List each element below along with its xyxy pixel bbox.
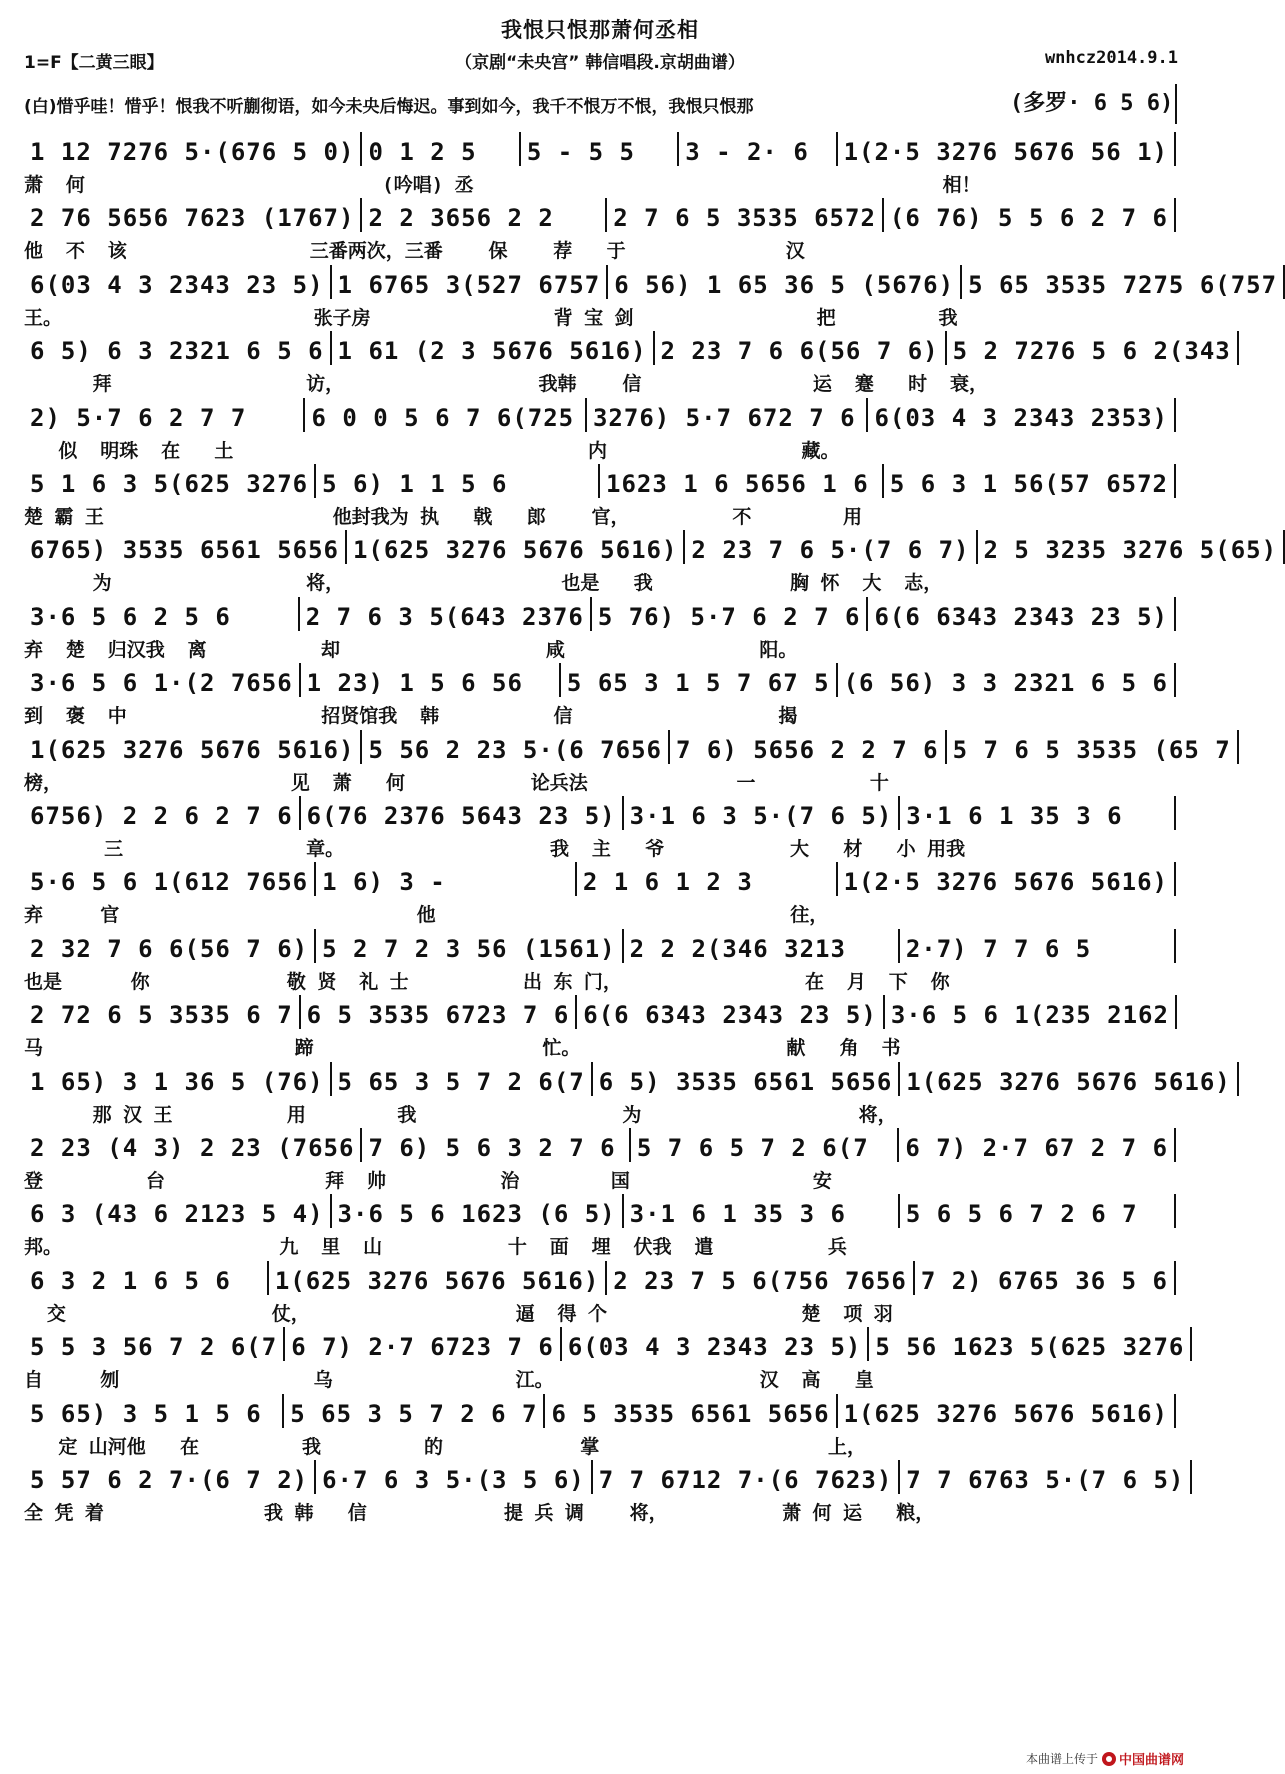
measure: 6 7) 2·7 67 2 7 6: [899, 1128, 1176, 1162]
measure: 5 7 6 5 3535 (65 7: [947, 730, 1239, 764]
measure: 5·6 5 6 1(612 7656: [24, 862, 316, 896]
measure: 5 6) 1 1 5 6: [316, 464, 600, 498]
lyrics-line: 也是 你 敬 贤 礼 士 出 东 门， 在 月 下 你: [24, 970, 950, 993]
measure: 6 56) 1 65 36 5 (5676): [608, 265, 962, 299]
measure: 7 6) 5 6 3 2 7 6: [362, 1128, 630, 1162]
score-system: [24, 398, 1176, 470]
measure: 5 6 3 1 56(57 6572: [884, 464, 1176, 498]
score-system: [24, 1194, 1176, 1266]
measure: 2 5 3235 3276 5(65): [978, 530, 1285, 564]
lyrics-line: 自 刎 乌 江。 汉 高 皇: [24, 1369, 874, 1392]
measure: 1(2·5 3276 5676 56 1): [838, 132, 1176, 166]
notation-line: [24, 597, 1176, 631]
score-system: [24, 530, 1278, 602]
measure: 3·6 5 6 1(235 2162: [885, 995, 1177, 1029]
measure: 6765) 3535 6561 5656: [24, 530, 347, 564]
lyrics-line: 登 台 拜 帅 治 国 安: [24, 1170, 832, 1192]
score-system: [24, 1128, 1176, 1200]
measure: 2 1 6 1 2 3: [577, 862, 838, 896]
measure: 1 65) 3 1 36 5 (76): [24, 1062, 332, 1096]
notation-line: [24, 796, 1176, 830]
measure: 3·6 5 6 1623 (6 5): [332, 1194, 624, 1228]
score-system: [24, 265, 1278, 337]
measure: 7 2) 6765 36 5 6: [915, 1261, 1176, 1295]
measure: (6 56) 3 3 2321 6 5 6: [838, 663, 1176, 697]
notation-line: [24, 331, 1231, 366]
measure: 7 6) 5656 2 2 7 6: [670, 730, 947, 764]
measure: 5 6 5 6 7 2 6 7: [900, 1194, 1176, 1228]
score-system: [24, 1062, 1231, 1134]
measure: 1(625 3276 5676 5616): [24, 730, 362, 764]
lyrics-line: 弃 官 他 往，: [24, 904, 829, 927]
measure: 5 76) 5·7 6 2 7 6: [592, 597, 869, 631]
measure: 2 76 5656 7623 (1767): [24, 198, 362, 232]
score-system: [24, 1460, 1185, 1532]
measure: 5 2 7276 5 6 2(343: [947, 331, 1239, 365]
measure: 6(03 4 3 2343 23 5): [24, 265, 332, 299]
measure: 2 23 7 6 5·(7 6 7): [685, 530, 977, 564]
measure: 2 23 (4 3) 2 23 (7656: [24, 1128, 362, 1162]
lyrics-line: 拜 访， 我韩 信 运 蹇 时 衰，: [24, 373, 988, 396]
measure: 5 2 7 2 3 56 (1561): [316, 929, 624, 963]
measure: 2) 5·7 6 2 7 7: [24, 398, 305, 432]
measure: 1(625 3276 5676 5616): [900, 1062, 1238, 1096]
measure: 6(76 2376 5643 23 5): [301, 796, 624, 830]
site-logo-icon: [1102, 1752, 1116, 1766]
score-system: [24, 995, 1176, 1067]
measure: 1 23) 1 5 6 56: [301, 663, 561, 697]
measure: 3·1 6 1 35 3 6: [900, 796, 1176, 830]
lyrics-line: 那 汉 王 用 我 为 将，: [24, 1103, 897, 1126]
score-system: [24, 730, 1231, 802]
lyrics-line: 他 不 该 三番两次，三番 保 荐 于 汉: [24, 240, 805, 263]
measure: 6 3 (43 6 2123 5 4): [24, 1194, 332, 1228]
intro-bar-line: [1175, 84, 1177, 124]
measure: 1 61 (2 3 5676 5616): [332, 331, 655, 365]
source-tag: wnhcz2014.9.1: [1044, 48, 1178, 68]
measure: 6 5) 3535 6561 5656: [593, 1062, 901, 1096]
measure: (6 76) 5 5 6 2 7 6: [884, 198, 1176, 232]
score-system: [24, 1394, 1176, 1466]
measure: 3·6 5 6 2 5 6: [24, 597, 300, 631]
measure: 7 7 6712 7·(6 7623): [593, 1460, 901, 1494]
lyrics-line: 榜， 见 萧 何 论兵法 一 十: [24, 771, 889, 794]
measure: 1(625 3276 5676 5616): [269, 1261, 607, 1295]
score-system: [24, 597, 1176, 669]
measure: 2 32 7 6 6(56 7 6): [24, 929, 316, 963]
measure: 6 3 2 1 6 5 6: [24, 1261, 269, 1295]
measure: 1(625 3276 5676 5616): [838, 1394, 1176, 1428]
measure: 6(6 6343 2343 23 5): [577, 995, 885, 1029]
measure: 6 7) 2·7 6723 7 6: [285, 1327, 562, 1361]
notation-line: [24, 1460, 1185, 1494]
lyrics-line: 交 仗， 逼 得 个 楚 项 羽: [24, 1302, 893, 1325]
lyrics-line: 似 明珠 在 土 内 藏。: [24, 439, 840, 462]
notation-line: [24, 398, 1176, 432]
lyrics-line: 全 凭 着 我 韩 信 提 兵 调 将， 萧 何 运 粮，: [24, 1502, 935, 1524]
notation-line: [24, 929, 1176, 963]
measure: 5 65 3 1 5 7 67 5: [561, 663, 838, 697]
measure: 2 7 6 5 3535 6572: [607, 198, 884, 232]
notation-line: [24, 530, 1278, 565]
measure: 5 65 3 5 7 2 6(7: [332, 1062, 593, 1096]
measure: 6756) 2 2 6 2 7 6: [24, 796, 301, 830]
measure: 5 56 1623 5(625 3276: [869, 1327, 1192, 1361]
score-system: [24, 663, 1176, 735]
lyrics-line: 定 山河他 在 我 的 掌 上，: [24, 1435, 867, 1458]
measure: 6(03 4 3 2343 23 5): [562, 1327, 870, 1361]
score-system: [24, 464, 1176, 536]
notation-line: [24, 265, 1278, 299]
measure: 5 7 6 5 7 2 6(7: [631, 1128, 899, 1162]
intro-spoken-line: (白)惜乎哇！惜乎！恨我不听蒯彻语，如今未央后悔迟。事到如今，我千不恨万不恨，我恨只恨那: [24, 97, 754, 117]
upload-text: 本曲谱上传于: [1025, 1752, 1098, 1766]
measure: 3·1 6 1 35 3 6: [624, 1194, 900, 1228]
measure: 2 2 3656 2 2: [362, 198, 607, 232]
measure: 6 5) 6 3 2321 6 5 6: [24, 331, 332, 365]
lyrics-line: 为 将， 也是 我 胸 怀 大 志，: [24, 572, 943, 595]
notation-line: [24, 132, 1176, 166]
measure: 6 5 3535 6723 7 6: [301, 995, 578, 1029]
lyrics-line: 三 章。 我 主 爷 大 材 小 用我: [24, 838, 966, 860]
measure: 2 72 6 5 3535 6 7: [24, 995, 301, 1029]
measure: 6·7 6 3 5·(3 5 6): [316, 1460, 593, 1494]
measure: 0 1 2 5: [362, 132, 520, 166]
measure: 3276) 5·7 672 7 6: [587, 398, 868, 432]
score-system: [24, 198, 1176, 270]
lyrics-line: 萧 何 (吟唱) 丞 相！: [24, 174, 981, 196]
score-system: [24, 132, 1176, 204]
measure: 1 6765 3(527 6757: [332, 265, 609, 299]
score-system: [24, 862, 1176, 934]
measure: 5 56 2 23 5·(6 7656: [362, 730, 670, 764]
notation-line: [24, 663, 1176, 697]
score-system: [24, 1261, 1176, 1333]
measure: 6(6 6343 2343 23 5): [868, 597, 1176, 631]
notation-line: [24, 1128, 1176, 1162]
measure: 2 23 7 6 6(56 7 6): [655, 331, 947, 365]
measure: 2 2 2(346 3213: [624, 929, 900, 963]
measure: 6 5 3535 6561 5656: [545, 1394, 837, 1428]
notation-line: [24, 730, 1231, 764]
measure: 3·1 6 3 5·(7 6 5): [624, 796, 901, 830]
measure: 2 7 6 3 5(643 2376: [300, 597, 592, 631]
site-logo[interactable]: [1102, 1749, 1184, 1768]
lyrics-line: 邦。 九 里 山 十 面 埋 伏我 遣 兵: [24, 1236, 847, 1259]
score-system: [24, 331, 1231, 403]
measure: 3·6 5 6 1·(2 7656: [24, 663, 301, 697]
measure: 7 7 6763 5·(7 6 5): [900, 1460, 1192, 1494]
lyrics-line: 弃 楚 归汉我 离 却 咸 阳。: [24, 638, 798, 661]
notation-line: [24, 1394, 1176, 1428]
site-name: 中国曲谱网: [1118, 1753, 1184, 1768]
intro-notes: (多罗· 6 5 6): [1010, 91, 1174, 116]
measure: 1(625 3276 5676 5616): [347, 530, 685, 564]
notation-line: [24, 198, 1176, 232]
measure: 5 - 5 5: [521, 132, 679, 166]
measure: 6(03 4 3 2343 2353): [868, 398, 1176, 432]
notation-line: [24, 1194, 1176, 1228]
page-title: 我恨只恨那萧何丞相: [501, 18, 699, 42]
measure: 5 65 3535 7275 6(757: [962, 265, 1285, 299]
measure: 1623 1 6 5656 1 6: [600, 464, 884, 498]
subtitle: （京剧“未央宫” 韩信唱段.京胡曲谱）: [455, 53, 745, 73]
notation-line: [24, 1261, 1176, 1295]
notation-line: [24, 862, 1176, 896]
score-system: [24, 796, 1176, 868]
measure: 1(2·5 3276 5676 5616): [838, 862, 1176, 896]
key-meter: 1=F【二黄三眼】: [24, 53, 164, 73]
measure: 1 6) 3 -: [316, 862, 577, 896]
measure: 3 - 2· 6: [679, 132, 837, 166]
lyrics-line: 王。 张子房 背 宝 剑 把 我: [24, 306, 958, 329]
notation-line: [24, 1062, 1231, 1096]
score-system: [24, 929, 1176, 1001]
notation-line: [24, 995, 1176, 1029]
measure: 2·7) 7 7 6 5: [900, 929, 1176, 963]
notation-line: [24, 464, 1176, 498]
measure: 5 65 3 5 7 2 6 7: [284, 1394, 545, 1428]
score-system: [24, 1327, 1185, 1399]
measure: 2 23 7 5 6(756 7656: [607, 1261, 915, 1295]
measure: 5 1 6 3 5(625 3276: [24, 464, 316, 498]
measure: 5 57 6 2 7·(6 7 2): [24, 1460, 316, 1494]
measure: 5 65) 3 5 1 5 6: [24, 1394, 284, 1428]
lyrics-line: 楚 霸 王 他封我为 执 戟 郎 官， 不 用: [24, 506, 862, 528]
lyrics-line: 到 褒 中 招贤馆我 韩 信 揭: [24, 705, 798, 728]
measure: 5 5 3 56 7 2 6(7: [24, 1327, 285, 1361]
measure: 1 12 7276 5·(676 5 0): [24, 132, 362, 166]
measure: 6 0 0 5 6 7 6(725: [305, 398, 586, 432]
notation-line: [24, 1327, 1185, 1362]
lyrics-line: 马 蹄 忙。 献 角 书: [24, 1037, 901, 1060]
footer: [1026, 1749, 1184, 1768]
